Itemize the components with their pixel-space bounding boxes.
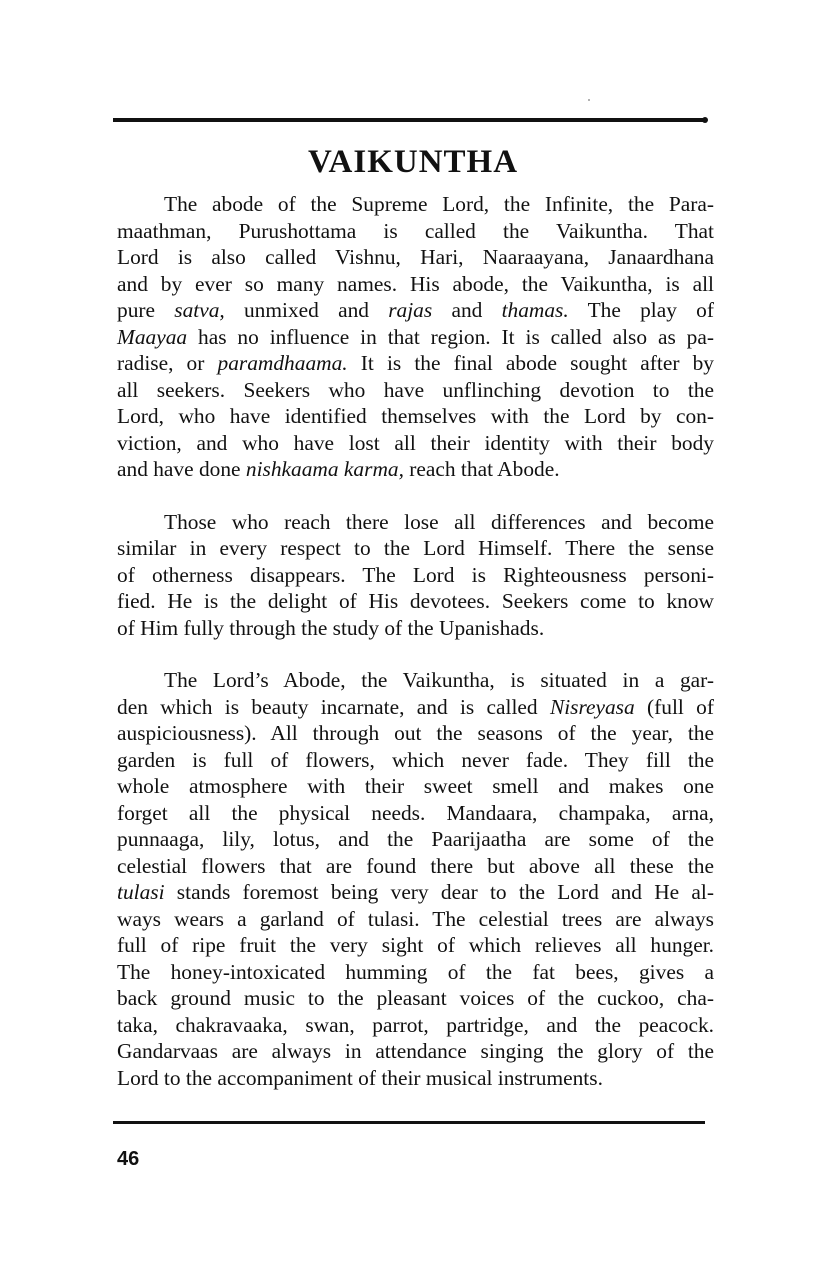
text-line (117, 456, 714, 483)
paragraph-1 (117, 191, 714, 483)
text-line (117, 297, 714, 324)
text-run: all seekers. Seekers who have unflinching devotion to the (117, 377, 714, 402)
paper-speck (588, 99, 590, 101)
text-line (117, 720, 714, 747)
text-run: viction, and who have lost all their identity with their body (117, 430, 714, 455)
text-run: Those who reach there lose all differences and become (164, 509, 714, 534)
text-line (117, 1012, 714, 1039)
italic-term: Nisreyasa (549, 694, 635, 719)
text-run: pure (117, 298, 175, 322)
text-run: of otherness disappears. The Lord is Righteousness personi- (117, 562, 714, 587)
text-run: whole atmosphere with their sweet smell and makes one (117, 774, 714, 798)
text-line (117, 853, 714, 880)
text-run: and (432, 298, 502, 322)
text-run: fied. He is the delight of His devotees. Seekers come to know (117, 589, 714, 613)
text-run: full of ripe fruit the very sight of which relieves all hunger. (117, 933, 714, 957)
page-title: VAIKUNTHA (307, 144, 519, 180)
text-line (117, 1065, 714, 1092)
text-line (117, 694, 714, 721)
italic-term: thamas. (501, 298, 569, 322)
text-line (117, 747, 714, 774)
text-line (117, 985, 714, 1012)
italic-term: satva, (174, 298, 225, 322)
text-line (117, 403, 714, 430)
text-line (117, 773, 714, 800)
text-run: garden is full of flowers, which never fade. They fill the (117, 747, 714, 772)
text-line (117, 377, 714, 404)
text-line (117, 271, 714, 298)
text-line (117, 667, 714, 694)
text-line (117, 826, 714, 853)
paragraph-3 (117, 667, 714, 1091)
text-run: taka, chakravaaka, swan, parrot, partridge, and the peacock. (117, 1012, 714, 1037)
body-text (117, 191, 714, 1091)
text-run: back ground music to the pleasant voices of the cuckoo, cha- (117, 986, 714, 1010)
text-run: punnaaga, lily, lotus, and the Paarijaatha are some of the (117, 827, 714, 851)
text-run: maathman, Purushottama is called the Vaikuntha. That (117, 218, 714, 243)
top-rule (113, 118, 705, 122)
text-run: forget all the physical needs. Mandaara, champaka, arna, (117, 800, 714, 825)
paragraph-2 (117, 509, 714, 642)
text-run: similar in every respect to the Lord Himself. There the sense (117, 536, 714, 560)
text-run: The play of (568, 298, 714, 322)
text-line (117, 218, 714, 245)
bottom-rule (113, 1121, 705, 1124)
text-run: unmixed and (224, 298, 389, 322)
text-run: reach that Abode. (403, 457, 560, 481)
text-run: Lord to the accompaniment of their musical instruments. (117, 1065, 603, 1090)
text-run: It is the final abode sought after by (347, 351, 715, 375)
text-line (117, 615, 714, 642)
text-line (117, 191, 714, 218)
text-run: The honey-intoxicated humming of the fat bees, gives a (117, 959, 714, 984)
text-line (117, 350, 714, 377)
text-run: stands foremost being very dear to the Lord and He al- (164, 880, 714, 904)
text-run: The abode of the Supreme Lord, the Infinite, the Para- (164, 192, 714, 216)
text-run: (full of (634, 694, 715, 719)
text-line (117, 932, 714, 959)
text-line (117, 906, 714, 933)
text-line (117, 800, 714, 827)
text-run: has no influence in that region. It is called also as pa- (187, 324, 714, 349)
text-run: Gandarvaas are always in attendance singing the glory of the (117, 1039, 714, 1063)
page-number: 46 (117, 1148, 140, 1170)
text-run: and have done (117, 457, 246, 481)
italic-term: tulasi (117, 880, 165, 904)
italic-term: paramdhaama. (217, 351, 348, 375)
text-run: and by ever so many names. His abode, the Vaikuntha, is all (117, 271, 714, 296)
text-run: ways wears a garland of tulasi. The celestial trees are always (117, 906, 714, 931)
text-run: celestial flowers that are found there but above all these the (117, 853, 714, 878)
text-line (117, 1038, 714, 1065)
text-run: of Him fully through the study of the Upanishads. (117, 615, 545, 640)
text-line (117, 588, 714, 615)
text-run: The Lord’s Abode, the Vaikuntha, is situated in a gar- (164, 668, 714, 692)
text-line (117, 562, 714, 589)
text-line (117, 535, 714, 562)
text-run: radise, or (117, 351, 218, 375)
text-line (117, 430, 714, 457)
text-run: auspiciousness). All through out the seasons of the year, the (117, 721, 714, 745)
italic-term: rajas (388, 298, 433, 322)
italic-term: nishkaama karma, (245, 457, 404, 481)
text-run: Lord is also called Vishnu, Hari, Naaraayana, Janaardhana (117, 245, 714, 269)
text-line (117, 324, 714, 351)
text-line (117, 509, 714, 536)
text-run: Lord, who have identified themselves with the Lord by con- (117, 404, 714, 428)
text-line (117, 959, 714, 986)
text-line (117, 244, 714, 271)
italic-term: Maayaa (117, 324, 188, 349)
text-run: den which is beauty incarnate, and is called (117, 694, 550, 719)
text-line (117, 879, 714, 906)
